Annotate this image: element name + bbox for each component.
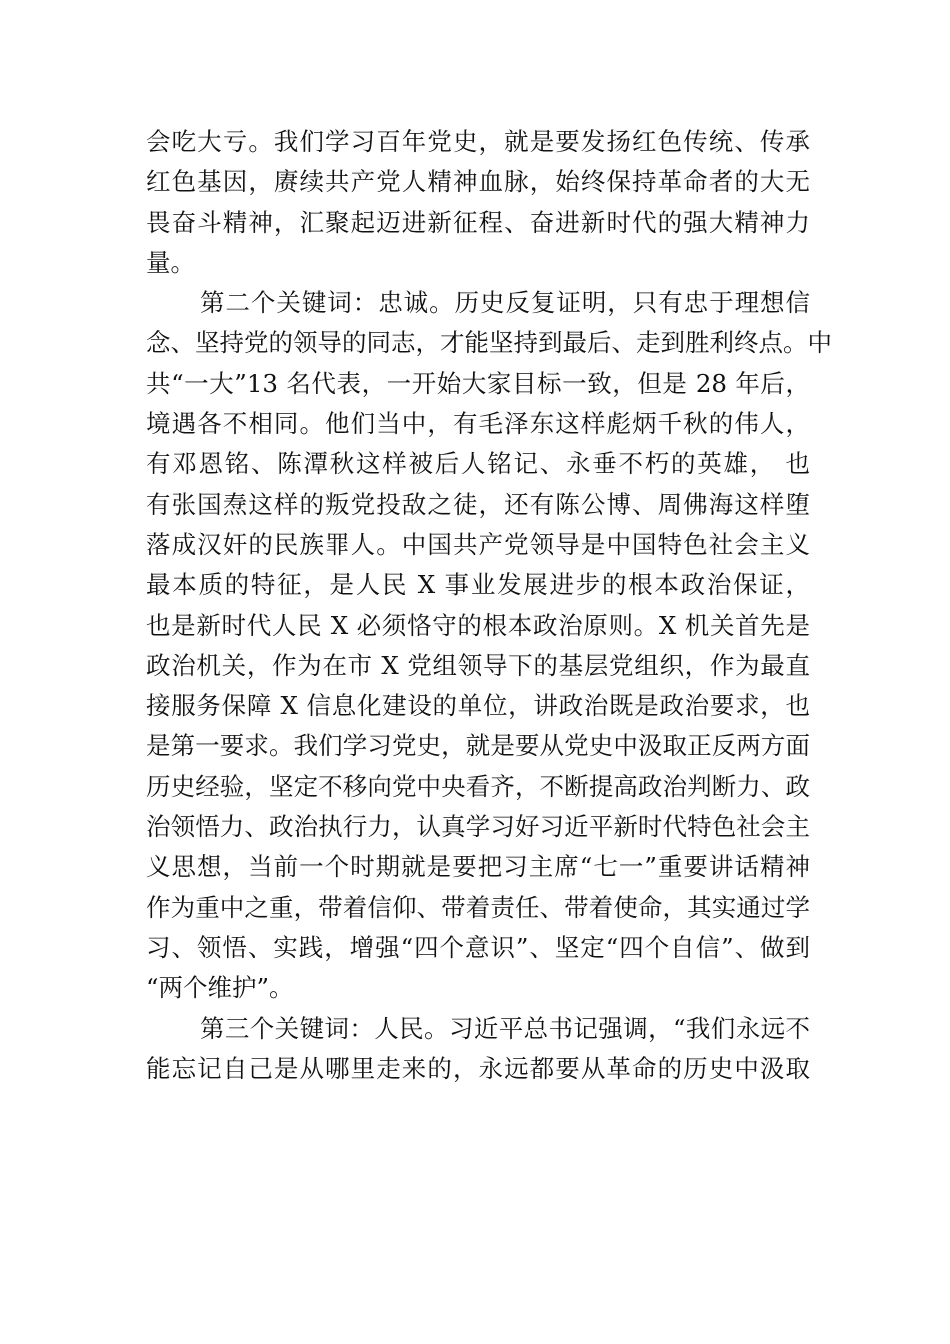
paragraph-1 <box>146 122 810 283</box>
text-line: 红色基因，赓续共产党人精神血脉，始终保持革命者的大无 <box>146 167 810 197</box>
text-line: 接服务保障 X 信息化建设的单位，讲政治既是政治要求，也 <box>146 691 810 721</box>
text-line: 治领悟力、政治执行力，认真学习好习近平新时代特色社会主 <box>146 812 810 842</box>
text-line: 会吃大亏。我们学习百年党史，就是要发扬红色传统、传承 <box>146 127 810 156</box>
text-line: “两个维护”。 <box>146 973 294 1003</box>
text-line: 第二个关键词：忠诚。历史反复证明，只有忠于理想信 <box>200 288 810 318</box>
text-line: 政治机关，作为在市 X 党组领导下的基层党组织，作为最直 <box>146 650 810 680</box>
text-line: 第三个关键词：人民。习近平总书记强调，“我们永远不 <box>200 1013 810 1043</box>
text-line: 念、坚持党的领导的同志，才能坚持到最后、走到胜利终点。中 <box>146 328 832 358</box>
text-line: 作为重中之重，带着信仰、带着责任、带着使命，其实通过学 <box>146 892 810 922</box>
text-line: 共“一大”13 名代表，一开始大家目标一致，但是 28 年后， <box>146 368 810 398</box>
text-line: 畏奋斗精神，汇聚起迈进新征程、奋进新时代的强大精神力 <box>146 207 810 237</box>
text-line: 有张国焘这样的叛党投敌之徒，还有陈公博、周佛海这样堕 <box>146 489 810 519</box>
text-line: 习、领悟、实践，增强“四个意识”、坚定“四个自信”、做到 <box>146 932 810 962</box>
text-line: 量。 <box>146 247 195 277</box>
text-line: 是第一要求。我们学习党史，就是要从党史中汲取正反两方面 <box>146 731 810 761</box>
document-body <box>146 122 832 1089</box>
text-line: 有邓恩铭、陈潭秋这样被后人铭记、永垂不朽的英雄， 也 <box>146 449 810 479</box>
paragraph-3 <box>146 1009 810 1090</box>
paragraph-2 <box>146 283 832 1008</box>
text-line: 历史经验，坚定不移向党中央看齐，不断提高政治判断力、政 <box>146 771 810 801</box>
text-line: 义思想，当前一个时期就是要把习主席“七一”重要讲话精神 <box>146 852 810 882</box>
text-line: 落成汉奸的民族罪人。中国共产党领导是中国特色社会主义 <box>146 529 810 559</box>
text-line: 最本质的特征，是人民 X 事业发展进步的根本政治保证， <box>146 570 810 600</box>
text-line: 境遇各不相同。他们当中，有毛泽东这样彪炳千秋的伟人， <box>146 409 810 439</box>
text-line: 能忘记自己是从哪里走来的，永远都要从革命的历史中汲取 <box>146 1053 810 1083</box>
text-line: 也是新时代人民 X 必须恪守的根本政治原则。X 机关首先是 <box>146 610 810 640</box>
